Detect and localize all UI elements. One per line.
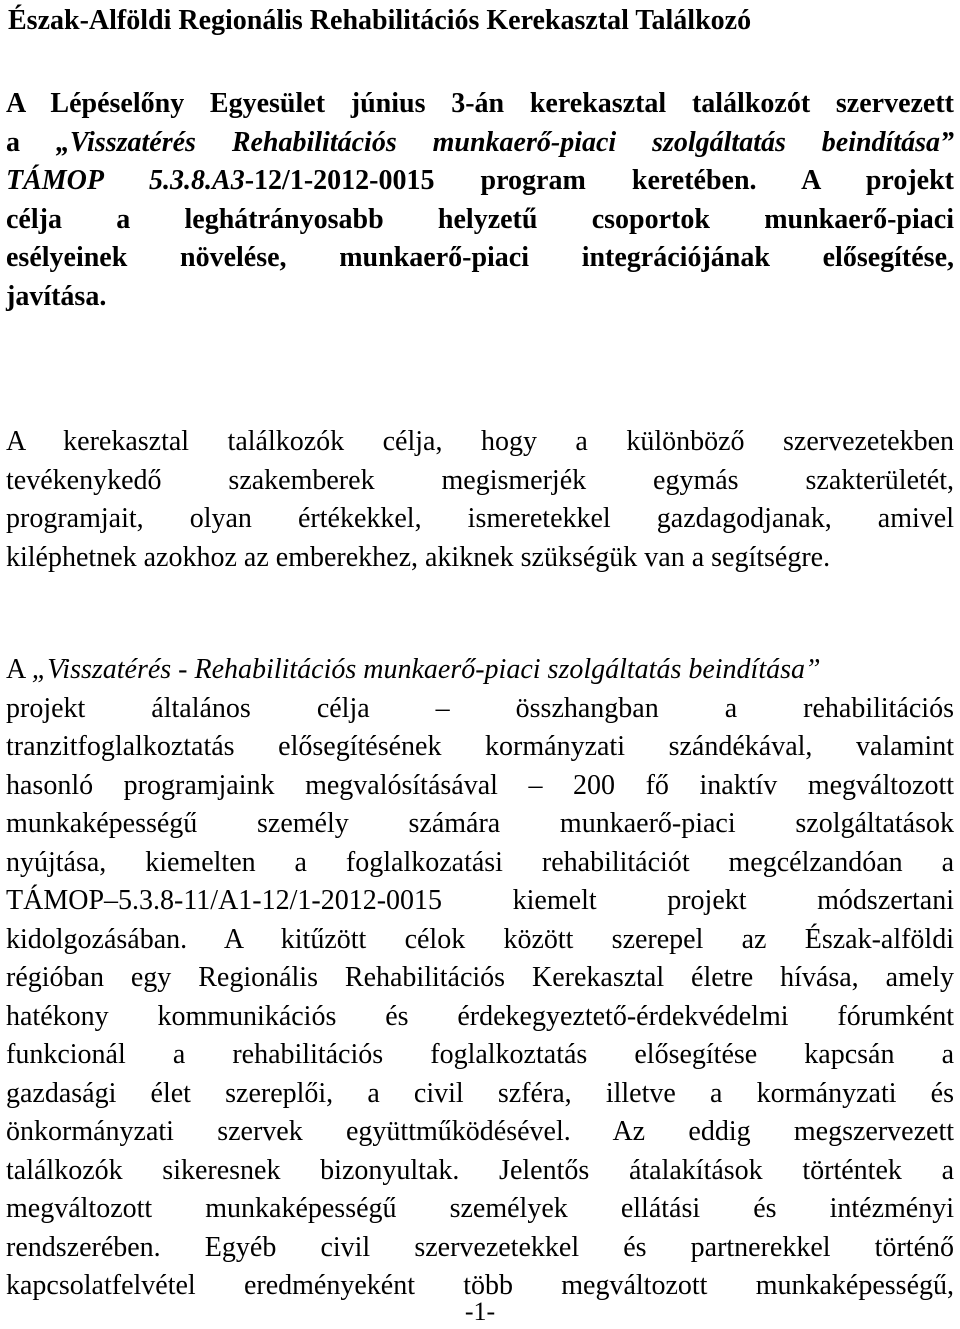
- text-fragment: a: [6, 126, 56, 158]
- text-line: esélyeinek növelése, munkaerő-piaci integrációjának elősegítése,: [6, 242, 954, 273]
- text-line: [6, 651, 954, 690]
- text-line: önkormányzati szervek együttműködésével. Az eddig megszervezett: [6, 1116, 954, 1147]
- text-line: [6, 124, 954, 163]
- text-line: megváltozott munkaképességű személyek ellátási és intézményi: [6, 1193, 954, 1224]
- text-line: [6, 162, 954, 201]
- text-line: TÁMOP–5.3.8-11/A1-12/1-2012-0015 kiemelt projekt módszertani: [6, 885, 954, 916]
- project-name-italic: „Visszatérés - Rehabilitációs munkaerő-piaci szolgáltatás beindítása”: [31, 654, 821, 685]
- text-line: tevékenykedő szakemberek megismerjék egymás szakterületét,: [6, 464, 954, 496]
- text-line: találkozók sikeresnek bizonyultak. Jelentős átalakítások történtek a: [6, 1154, 954, 1186]
- text-line: funkcionál a rehabilitációs foglalkoztatás elősegítése kapcsán a: [6, 1039, 954, 1070]
- text-line: programjait, olyan értékekkel, ismeretekkel gazdagodjanak, amivel: [6, 503, 954, 534]
- text-line: tranzitfoglalkoztatás elősegítésének kormányzati szándékával, valamint: [6, 731, 954, 762]
- text-line: régióban egy Regionális Rehabilitációs Kerekasztal életre hívása, amely: [6, 962, 954, 993]
- text-line: nyújtása, kiemelten a foglalkozatási rehabilitációt megcélzandóan a: [6, 846, 954, 878]
- document-title: Észak-Alföldi Regionális Rehabilitációs Kerekasztal Találkozó: [8, 5, 752, 36]
- text-fragment: -12/1-2012-0015 program keretében. A projekt: [244, 165, 954, 196]
- text-line: munkaképességű személy számára munkaerő-piaci szolgáltatások: [6, 808, 954, 839]
- text-line: hasonló programjaink megvalósításával – 200 fő inaktív megváltozott: [6, 769, 954, 801]
- text-line: kiléphetnek azokhoz az emberekhez, akiknek szükségük van a segítségre.: [6, 541, 831, 573]
- text-line: kapcsolatfelvétel eredményeként több megváltozott munkaképességű,: [6, 1270, 954, 1301]
- text-line: gazdasági élet szereplői, a civil szféra, illetve a kormányzati és: [6, 1077, 954, 1109]
- text-line: javítása.: [6, 280, 107, 312]
- text-line: A kerekasztal találkozók célja, hogy a különböző szervezetekben: [6, 426, 954, 457]
- project-name-italic: „Visszatérés Rehabilitációs munkaerő-piaci szolgáltatás beindítása”: [55, 126, 955, 158]
- text-line: A Lépéselőny Egyesület június 3-án kerekasztal találkozót szervezett: [6, 88, 954, 119]
- text-line: kidolgozásában. A kitűzött célok között szerepel az Észak-alföldi: [6, 923, 954, 955]
- text-line: célja a leghátrányosabb helyzetű csoportok munkaerő-piaci: [6, 203, 954, 235]
- intro-paragraph: [6, 85, 954, 316]
- purpose-paragraph: [6, 423, 954, 577]
- text-line: projekt általános célja – összhangban a rehabilitációs: [6, 692, 954, 724]
- page-number: -1-: [464, 1297, 496, 1326]
- program-code-italic: TÁMOP 5.3.8.A3: [6, 165, 245, 196]
- text-line: hatékony kommunikációs és érdekegyeztető-érdekvédelmi fórumként: [6, 1000, 954, 1032]
- text-line: rendszerében. Egyéb civil szervezetekkel és partnerekkel történő: [6, 1231, 954, 1263]
- project-paragraph: [6, 651, 954, 1306]
- text-fragment: A: [6, 654, 32, 685]
